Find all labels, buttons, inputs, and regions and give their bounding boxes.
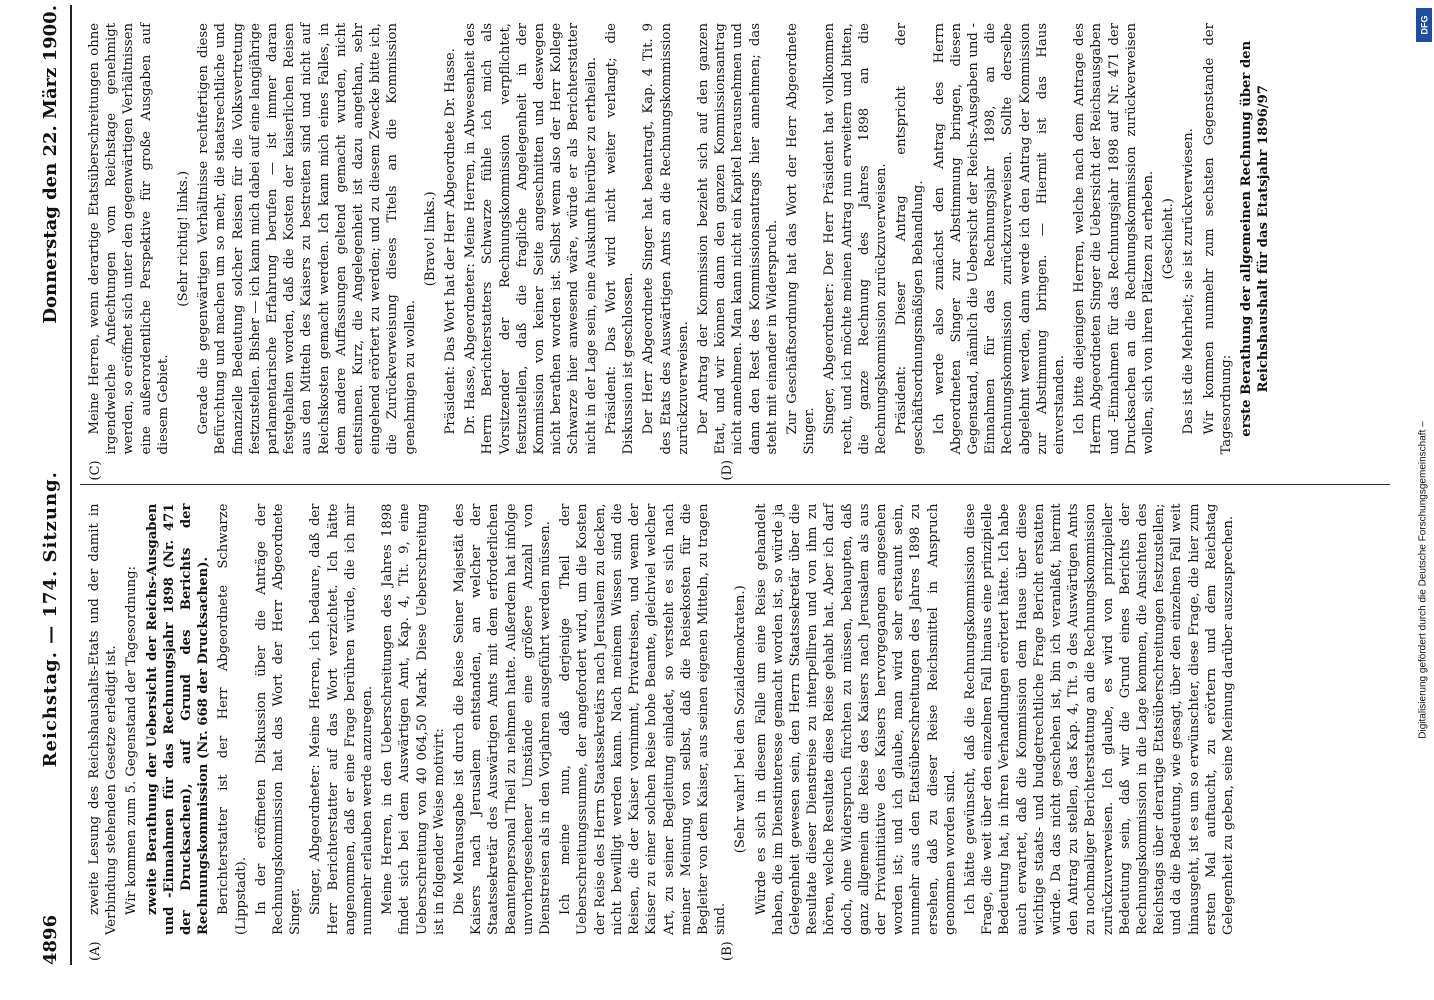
interjection: (Sehr wahr! bei den Sozialdemokraten.) — [733, 585, 749, 854]
paragraph: zweite Lesung des Reichshaushalts-Etats und der damit in Verbindung stehenden Gesetze erledigt ist. — [87, 503, 120, 935]
rotated-page — [30, 5, 1400, 965]
page-header — [30, 5, 72, 965]
interjection: (Sehr richtig! links.) — [176, 170, 192, 307]
paragraph: Berichterstatter ist der Herr Abgeordnete Schwarze (Lippstadt). — [216, 503, 249, 935]
paragraph: Ich bitte diejenigen Herren, welche nach dem Antrage des Herrn Abgeordneten Singer die Uebersicht der Reichsausgaben und -Einnahmen für das Rechnungsjahr 1898 auf Nr. 471 der Drucksachen an die Rechnungskommission zurückverweisen wollen, sich von ihren Plätzen zu erheben. — [1072, 23, 1156, 455]
paragraph: Zur Geschäftsordnung hat das Wort der Herr Abgeordnete Singer. — [784, 23, 818, 455]
paragraph: Wir kommen zum 5. Gegenstand der Tagesordnung: — [124, 566, 140, 915]
marker-b: (B) — [720, 941, 735, 961]
paragraph: Singer, Abgeordneter: Der Herr Präsident hat vollkommen recht, und ich möchte meinen Antrag nun erweitern und bitten, die ganze Rechnung des Jahres 1898 an die Rechnungskommission zurückzuverweisen. — [822, 23, 889, 455]
paragraph: Der Antrag der Kommission bezieht sich auf den ganzen Etat, und wir können dann den ganzen Kommissionsantrag nicht annehmen. Man kann nicht ein Kapitel herausnehmen und dann den Rest des Kommissionsantrags hier annehmen; das steht mit einander in Widerspruch. — [695, 23, 780, 455]
paragraph: Dr. Hasse, Abgeordneter: Meine Herren, in Abwesenheit des Herrn Berichterstatters Schwarze fühle ich mich als Vorsitzender der Rechnungskommission verpflichtet, festzustellen, daß die fragliche Angelegenheit in der Kommission von keiner Seite angeschnitten und deswegen nicht berathen worden ist. Selbst wenn also der Herr Kollege Schwarze hier anwesend wäre, würde er als Berichterstatter nicht in der Lage sein, eine Auskunft hierüber zu ertheilen. — [463, 23, 599, 455]
interjection: (Bravo! links.) — [422, 191, 438, 287]
page-number: 4896 — [39, 914, 61, 965]
paragraph: Die Mehrausgabe ist durch die Reise Seiner Majestät des Kaisers nach Jerusalem entstanden, an welcher der Staatssekretär des Auswärtigen Amts mit dem erforderlichen Beamtenpersonal Theil zu nehmen hatte. Außerdem hat infolge unvorhergesehener Umstände eine größere Anzahl von Dienstreisen als in den Vorjahren ausgeführt werden müssen. — [452, 503, 554, 935]
paragraph: Ich werde also zunächst den Antrag des Herrn Abgeordneten Singer zur Abstimmung bringen, diesen Gegenstand, nämlich die Uebersicht der Reichs-Ausgaben und -Einnahmen für das Rechnungsjahr 1898, an die Rechnungskommission zurückzuverweisen. Sollte derselbe abgelehnt werden, dann werde ich den Antrag der Kommission zur Abstimmung bringen. — Hiermit ist das Haus einverstanden. — [931, 23, 1067, 455]
paragraph: Ich meine nun, daß derjenige Theil der Ueberschreitungssumme, der angefordert wird, um die Kosten der Reise des Herrn Staatssekretärs nach Jerusalem zu decken, nicht bewilligt werden kann. Nach meinem Wissen sind die Reisen, die der Kaiser vornimmt, Privatreisen, und wenn der Kaiser zu einer solchen Reise hohe Beamte, gleichviel welcher Art, zu seiner Begleitung einladet, so versteht es sich nach meiner Meinung von selbst, daß die Reisekosten für die Begleiter von dem Kaiser, aus seinen eigenen Mitteln, zu tragen sind. — [558, 503, 729, 935]
paragraph: In der eröffneten Diskussion über die Anträge der Rechnungskommission hat das Wort der Herr Abgeordnete Singer. — [253, 503, 304, 935]
paragraph: Würde es sich in diesem Falle um eine Reise gehandelt haben, die im Dienstinteresse gemacht worden ist, so würde ja Gelegenheit gewesen sein, den Herrn Staatssekretär über die Resultate dieser Dienstreise zu interpelliren und von ihm zu hören, welche Resultate diese Reise gehabt hat. Aber ich darf doch, ohne Widerspruch fürchten zu müssen, behaupten, daß ganz allgemein die Reise des Kaisers nach Jerusalem als aus der Privatinitiative des Kaisers hervorgegangen angesehen worden ist; und ich glaube, man wird sehr erstaunt sein, nunmehr aus den Etatsüberschreitungen des Jahres 1898 zu ersehen, daß zu dieser Reise Reichsmittel in Anspruch genommen worden sind. — [753, 503, 958, 935]
paragraph: Das ist die Mehrheit; sie ist zurückverwiesen. — [1181, 128, 1197, 435]
left-column — [80, 486, 1390, 966]
funding-notice: Digitalisierung gefördert durch die Deutsche Forschungsgemeinschaft – — [1417, 421, 1429, 739]
right-column — [80, 5, 1390, 486]
paragraph: Meine Herren, in den Ueberschreitungen des Jahres 1898 findet sich bei dem Auswärtigen Amt, Kap. 4, Tit. 9, eine Ueberschreitung von 40 064,50 Mark. Diese Ueberschreitung ist in folgender Weise motivirt: — [380, 503, 447, 935]
marker-d: (D) — [720, 459, 735, 481]
dfg-logo: DFG — [1416, 8, 1432, 42]
paragraph: Ich hätte gewünscht, daß die Rechnungskommission diese Frage, die weit über den einzelnen Fall hinaus eine prinzipielle Bedeutung hat, in ihren Verhandlungen erörtert hätte. Ich habe auch erwartet, daß die Kommission dem Hause über diese wichtige staats- und budgetrechtliche Frage Bericht erstatten würde. Da das nicht geschehen ist, bin ich veranlaßt, hiermit den Antrag zu stellen, das Kap. 4, Tit. 9 des Auswärtigen Amts zu nochmaliger Berichterstattung an die Rechnungskommission zurückzuverweisen. Ich glaube, es wird von prinzipieller Bedeutung sein, daß wir die Grund eines Berichts der Rechnungskommission in die Lage kommen, die Ansichten des Reichstags über derartige Etatsüberschreitungen festzustellen; und da die Bedeutung, wie gesagt, über den einzelnen Fall weit hinausgeht, ist es um so erwünschter, diese Frage, die hier zum ersten Mal auftaucht, zu erörtern und dem Reichstag Gelegenheit zu geben, seine Meinung darüber auszusprechen. — [962, 503, 1236, 935]
paragraph: Wir kommen nunmehr zum sechsten Gegenstande der Tagesordnung: — [1201, 23, 1234, 455]
paragraph: Präsident: Das Wort wird nicht weiter verlangt; die Diskussion ist geschlossen. — [603, 23, 637, 455]
paragraph: Gerade die gegenwärtigen Verhältnisse rechtfertigen diese Befürchtung und machen um so mehr, die staatsrechtliche und finanzielle Bedeutung solcher Reisen für die Volksvertretung festzustellen. Bisher — ich kann mich dabei auf eine langjährige parlamentarische Erfahrung berufen — ist immer daran festgehalten worden, daß die Kosten der kaiserlichen Reisen aus den Mitteln des Kaisers zu bestreiten sind und nicht auf Reichskosten gemacht werden. Ich kann mich eines Falles, in dem andere Auffassungen geltend gemacht wurden, nicht entsinnen. Kurz, die Angelegenheit ist dazu angethan, sehr eingehend erörtert zu werden; und zu diesem Zwecke bitte ich, die Zurückverweisung dieses Titels an die Kommission genehmigen zu wollen. — [196, 23, 418, 455]
agenda-item: zweite Berathung der Uebersicht der Reichs-Ausgaben und -Einnahmen für das Rechnungsjahr 1898 (Nr. 471 der Drucksachen), auf Grund des Berichts der Rechnungskommission (Nr. 668 der Drucksachen). — [144, 503, 212, 935]
paragraph: Der Herr Abgeordnete Singer hat beantragt, Kap. 4 Tit. 9 des Etats des Auswärtigen Amts an die Rechnungskommission zurückzuverweisen. — [641, 23, 691, 455]
paragraph: Präsident: Dieser Antrag entspricht der geschäftsordnungsmäßigen Behandlung. — [894, 23, 927, 455]
marker-a: (A) — [88, 941, 103, 961]
session-date: Donnerstag den 22. März 1900. — [39, 5, 61, 324]
paragraph: Meine Herren, wenn derartige Etatsüberschreitungen ohne irgendwelche Anfechtungen vom Reichstage genehmigt werden, so eröffnet sich unter den gegenwärtigen Verhältnissen eine außerordentliche Perspektive für große Ausgaben auf diesem Gebiet. — [87, 23, 171, 455]
paragraph: Singer, Abgeordneter: Meine Herren, ich bedaure, daß der Herr Berichterstatter auf das Wort verzichtet. Ich hätte angenommen, daß er eine Frage berühren würde, die ich mir nunmehr erlauben werde anzuregen. — [308, 503, 376, 935]
agenda-item: erste Berathung der allgemeinen Rechnung über den Reichshaushalt für das Etatsjahr 1896/97 — [1239, 40, 1272, 437]
marker-c: (C) — [88, 460, 103, 481]
page-title: Reichstag. — 174. Sitzung. — [39, 471, 61, 768]
paragraph: Präsident: Das Wort hat der Herr Abgeordnete Dr. Hasse. — [443, 48, 459, 435]
interjection: (Geschieht.) — [1161, 198, 1177, 280]
